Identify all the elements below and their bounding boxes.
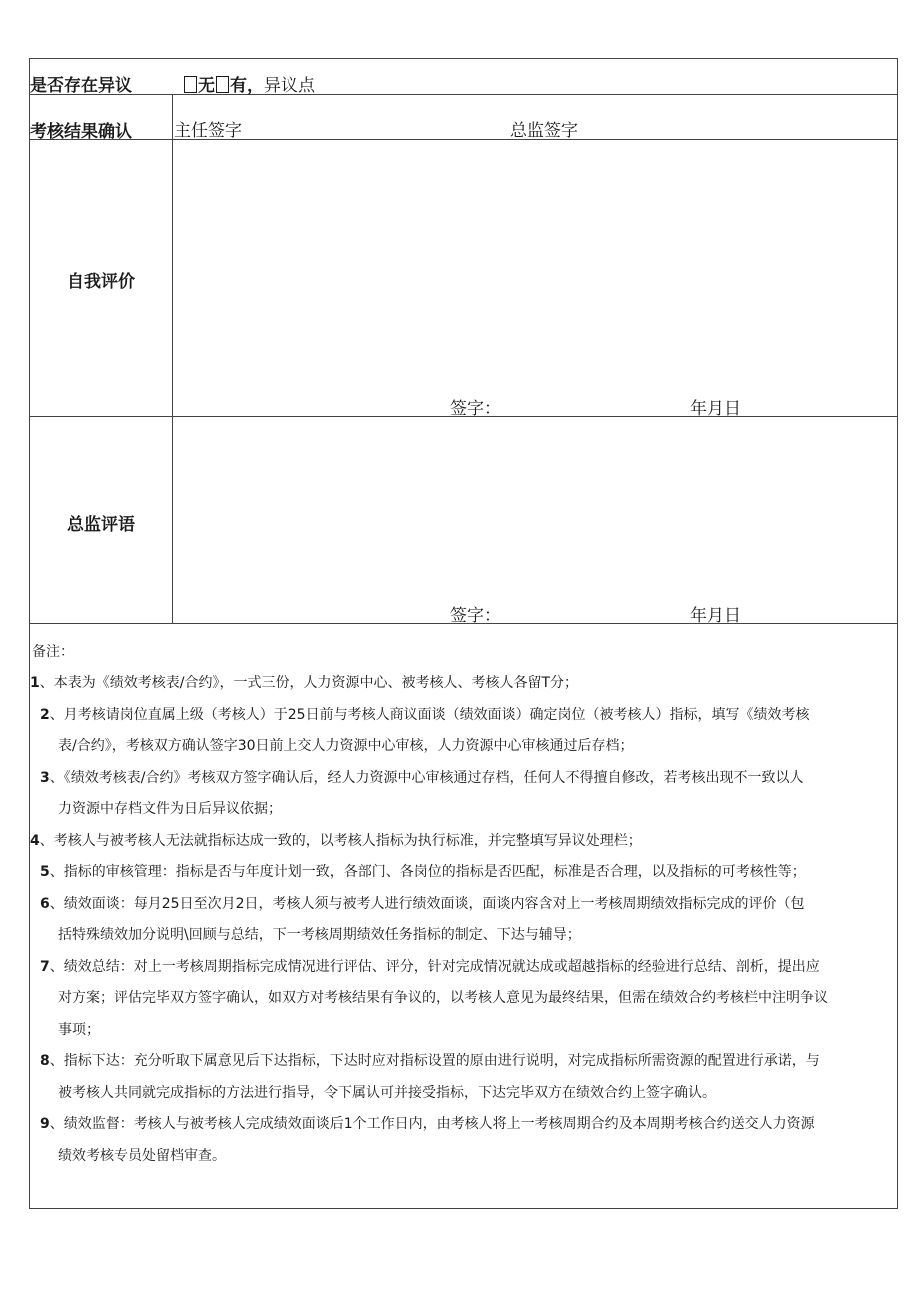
note-continuation: 对方案；评估完毕双方签字确认，如双方对考核结果有争议的，以考核人意见为最终结果，但需在绩效合约考核栏中注明争议	[58, 990, 828, 1006]
supervisor-comment-label: 总监评语	[67, 515, 135, 535]
note-text: 、考核人与被考核人无法就指标达成一致的，以考核人指标为执行标准，并完整填写异议处理栏；	[39, 833, 642, 849]
note-continuation: 绩效考核专员处留档审查。	[58, 1148, 226, 1164]
note-number: 4	[30, 833, 40, 849]
row-divider	[30, 139, 897, 140]
note-number: 2	[40, 707, 50, 723]
note-item	[40, 763, 902, 794]
note-text: 、指标的审核管理：指标是否与年度计划一致，各部门、各岗位的指标是否匹配，标准是否合理，以及指标的可考核性等；	[49, 864, 806, 880]
objection-label: 是否存在异议	[30, 76, 132, 96]
note-continuation: 表/合约》，考核双方确认签字30日前上交人力资源中心审核，人力资源中心审核通过后存档；	[58, 738, 634, 754]
note-continuation: 力资源中存档文件为日后异议依据；	[58, 801, 282, 817]
checkbox-none[interactable]	[184, 76, 197, 93]
checkbox-yes[interactable]	[216, 76, 229, 93]
note-text: 、绩效监督：考核人与被考核人完成绩效面谈后1个工作日内，由考核人将上一考核周期合约及本周期考核合约送交人力资源	[49, 1116, 815, 1132]
note-number: 9	[40, 1116, 50, 1132]
note-number: 8	[40, 1053, 50, 1069]
note-item	[30, 668, 892, 699]
note-text: 、月考核请岗位直属上级（考核人）于25日前与考核人商议面谈（绩效面谈）确定岗位（被考核人）指标，填写《绩效考核	[49, 707, 810, 723]
note-continuation: 被考核人共同就完成指标的方法进行指导，令下属认可并接受指标，下达完毕双方在绩效合约上签字确认。	[58, 1085, 716, 1101]
note-text: 、指标下达：充分听取下属意见后下达指标，下达时应对指标设置的原由进行说明，对完成指标所需资源的配置进行承诺，与	[49, 1053, 820, 1069]
note-number: 3	[40, 770, 50, 786]
notes-title: 备注：	[32, 644, 74, 660]
note-item	[30, 826, 892, 857]
note-number: 5	[40, 864, 50, 880]
note-number: 6	[40, 896, 50, 912]
note-continuation: 事项；	[58, 1022, 100, 1038]
note-item	[40, 1046, 902, 1077]
option-yes-label: 有，	[230, 76, 264, 96]
objection-point-label: 异议点	[264, 76, 315, 96]
director-sign-label: 主任签字	[174, 121, 242, 141]
supervisor-sign-label: 总监签字	[510, 121, 578, 141]
option-none-label: 无	[198, 76, 215, 96]
note-item	[40, 1109, 902, 1140]
supervisor-date-label: 年月日	[690, 606, 741, 626]
column-divider	[172, 94, 173, 623]
appraisal-form	[29, 58, 898, 1209]
note-item	[40, 857, 902, 888]
note-text: 、本表为《绩效考核表/合约》，一式三份，人力资源中心、被考核人、考核人各留T分；	[39, 675, 579, 691]
note-item	[40, 952, 902, 983]
note-text: 、《绩效考核表/合约》考核双方签字确认后，经人力资源中心审核通过存档，任何人不得擅自修改，若考核出现不一致以人	[49, 770, 804, 786]
objection-options	[183, 71, 315, 96]
self-eval-date-label: 年月日	[690, 399, 741, 419]
self-eval-label: 自我评价	[67, 272, 135, 292]
note-item	[40, 889, 902, 920]
note-number: 7	[40, 959, 50, 975]
note-item	[40, 700, 902, 731]
note-text: 、绩效面谈：每月25日至次月2日，考核人须与被考人进行绩效面谈，面谈内容含对上一考核周期绩效指标完成的评价（包	[49, 896, 805, 912]
confirm-label: 考核结果确认	[30, 122, 132, 142]
note-continuation: 括特殊绩效加分说明\回顾与总结，下一考核周期绩效任务指标的制定、下达与辅导；	[58, 927, 581, 943]
self-eval-sign-label: 签字：	[450, 399, 501, 419]
note-number: 1	[30, 675, 40, 691]
row-divider	[30, 94, 897, 95]
note-text: 、绩效总结：对上一考核周期指标完成情况进行评估、评分，针对完成情况就达成或超越指标的经验进行总结、剖析，提出应	[49, 959, 820, 975]
supervisor-sign-field-label: 签字：	[450, 606, 501, 626]
